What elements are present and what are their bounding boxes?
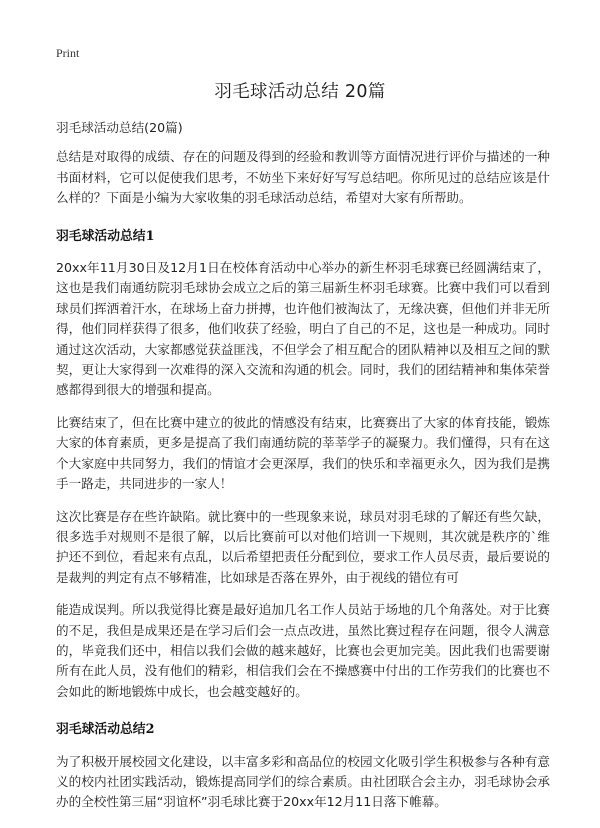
document-body — [56, 118, 550, 820]
paragraph: 这次比赛是存在些许缺陷。就比赛中的一些现象来说，球员对羽毛球的了解还有些欠缺，很多选手对规则不是很了解，以后比赛前可以对他们培训一下规则，其次就是秩序的`维护还不到位，看起来有点乱，以后希望把责任分配到位，要求工作人员尽责，最后要说的是裁判的判定有点不够精准，比如球是否落在界外，由于视线的错位有可 — [56, 508, 550, 585]
page-title: 羽毛球活动总结 20篇 — [214, 82, 386, 102]
paragraph: 能造成误判。所以我觉得比赛是最好追加几名工作人员站于场地的几个角落处。对于比赛的不足，我但是成果还是在学习后们会一点点改进，虽然比赛过程存在问题，很令人满意的，毕竟我们还中，相信以我们会做的越来越好，比赛也会更加完美。因此我们也需要谢所有在此人员，没有他们的精彩，相信我们会在不操感赛中付出的工作劳我们的比赛也不会如此的断地锻炼中成长，也会越变越好的。 — [56, 602, 550, 699]
print-link[interactable]: Print — [56, 46, 80, 60]
paragraph: 比赛结束了，但在比赛中建立的彼此的情感没有结束，比赛赛出了大家的体育技能，锻炼大家的体育素质，更多是提高了我们南通纺院的莘莘学子的凝聚力。我们懂得，只有在这个大家庭中共同努力，我们的情谊才会更深厚，我们的快乐和幸福更永久，因为我们是携手一路走，共同进步的一家人！ — [56, 414, 550, 492]
document-subtitle: 羽毛球活动总结(20篇) — [56, 120, 183, 135]
section-2 — [56, 720, 550, 813]
paragraph: 20xx年11月30日及12月1日在校体育活动中心举办的新生杯羽毛球赛已经圆满结束了，这也是我们南通纺院羽毛球协会成立之后的第三届新生杯羽毛球赛。比赛中我们可以看到球员们挥洒着汗水，在球场上奋力拼搏，也许他们被淘汰了，无缘决赛，但他们并非无所得，他们同样获得了很多，他们收获了经验，明白了自己的不足，这也是一种成功。同时通过这次活动，大家都感觉获益匪浅，不但学会了相互配合的团队精神以及相互之间的默契，更让大家得到一次难得的深入交流和沟通的机会。同时，我们的团结精神和集体荣誉感都得到很大的增强和提高。 — [56, 260, 550, 398]
intro-paragraph: 总结是对取得的成绩、存在的问题及得到的经验和教训等方面情况进行评价与描述的一种书面材料，它可以促使我们思考，不妨坐下来好好写写总结吧。你所见过的总结应该是什么样的？下面是小编为大家收集的羽毛球活动总结，希望对大家有所帮助。 — [56, 149, 550, 206]
section-heading: 羽毛球活动总结2 — [56, 722, 155, 738]
section-1 — [56, 227, 550, 703]
section-heading: 羽毛球活动总结1 — [56, 228, 155, 244]
paragraph: 为了积极开展校园文化建设，以丰富多彩和高品位的校园文化吸引学生积极参与各种有意义的校内社团实践活动，锻炼提高同学们的综合素质。由社团联合会主办，羽毛球协会承办的全校性第三届“羽谊杯”羽毛球比赛于20xx年12月11日落下帷幕。 — [56, 753, 550, 810]
